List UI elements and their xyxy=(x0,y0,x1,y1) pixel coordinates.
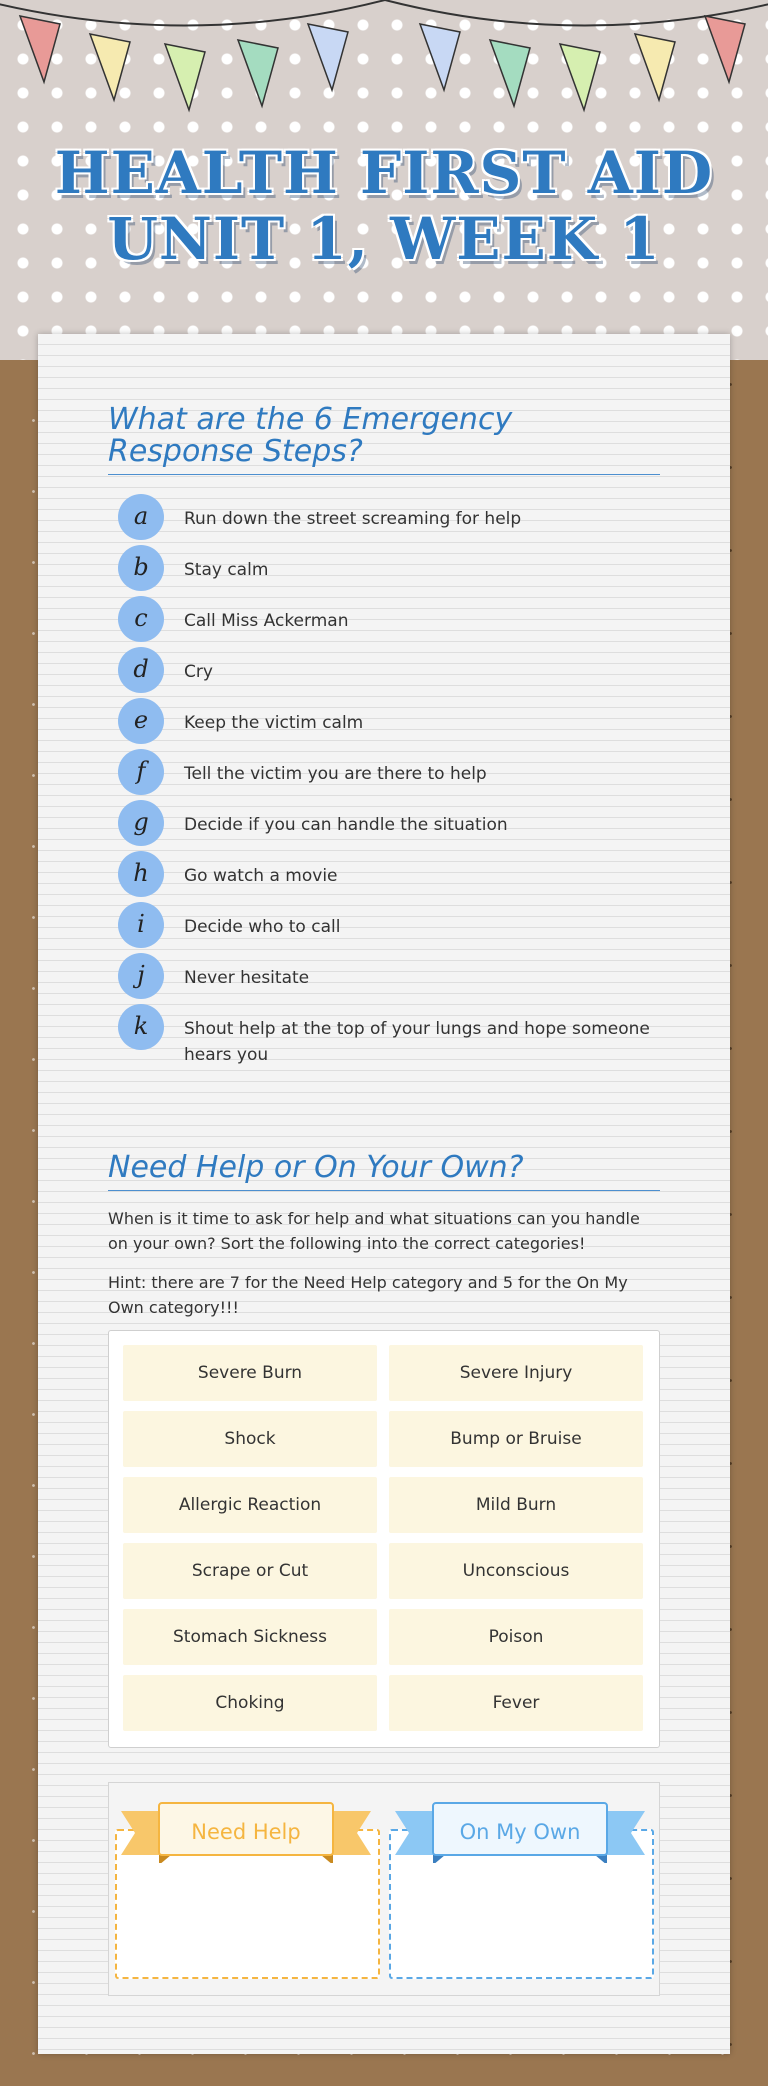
step-item-j[interactable] xyxy=(118,953,658,999)
need-help-label: Need Help xyxy=(191,1820,301,1844)
section-heading-steps: What are the 6 Emergency Response Steps? xyxy=(108,404,660,475)
step-letter-badge: b xyxy=(118,545,164,591)
step-letter-badge: e xyxy=(118,698,164,744)
step-item-i[interactable] xyxy=(118,902,658,948)
step-letter-badge: c xyxy=(118,596,164,642)
drag-card[interactable]: Severe Burn xyxy=(123,1345,377,1401)
drag-card[interactable]: Poison xyxy=(389,1609,643,1665)
page-title xyxy=(0,140,768,272)
sort-instructions: When is it time to ask for help and what situations can you handle on your own? Sort the following into the correct categories! xyxy=(108,1209,640,1253)
worksheet-sheet xyxy=(38,334,730,2054)
step-letter-badge: j xyxy=(118,953,164,999)
bunting-flag xyxy=(635,34,675,100)
step-text: Stay calm xyxy=(184,560,269,580)
category-drop-area xyxy=(108,1782,660,1996)
step-item-e[interactable] xyxy=(118,698,658,744)
bunting-flag xyxy=(420,24,460,90)
on-my-own-label: On My Own xyxy=(459,1820,581,1844)
bunting-decoration xyxy=(0,0,768,120)
section-heading-sort: Need Help or On Your Own? xyxy=(108,1152,660,1191)
step-item-c[interactable] xyxy=(118,596,658,642)
step-text: Decide who to call xyxy=(184,917,341,937)
step-text: Cry xyxy=(184,662,213,682)
drag-card[interactable]: Stomach Sickness xyxy=(123,1609,377,1665)
sort-hint: Hint: there are 7 for the Need Help category and 5 for the On My Own category!!! xyxy=(108,1273,628,1317)
sortable-cards-container xyxy=(108,1330,660,1748)
step-text: Tell the victim you are there to help xyxy=(184,764,487,784)
drag-card[interactable]: Severe Injury xyxy=(389,1345,643,1401)
step-letter-badge: g xyxy=(118,800,164,846)
step-text: Keep the victim calm xyxy=(184,713,364,733)
on-my-own-ribbon xyxy=(395,1793,645,1863)
step-letter-badge: a xyxy=(118,494,164,540)
bunting-flag xyxy=(560,44,600,110)
step-item-a[interactable] xyxy=(118,494,658,540)
step-item-g[interactable] xyxy=(118,800,658,846)
need-help-ribbon xyxy=(121,1793,371,1863)
step-text: Call Miss Ackerman xyxy=(184,611,349,631)
drag-card[interactable]: Scrape or Cut xyxy=(123,1543,377,1599)
drag-card[interactable]: Fever xyxy=(389,1675,643,1731)
title-line-1: HEALTH FIRST AID xyxy=(54,139,714,207)
drag-card[interactable]: Choking xyxy=(123,1675,377,1731)
bunting-flag xyxy=(490,40,530,106)
drag-card[interactable]: Mild Burn xyxy=(389,1477,643,1533)
step-letter-badge: i xyxy=(118,902,164,948)
step-text: Shout help at the top of your lungs and hope someone hears you xyxy=(184,1019,650,1065)
step-letter-badge: k xyxy=(118,1004,164,1050)
bunting-flag xyxy=(90,34,130,100)
drag-card[interactable]: Unconscious xyxy=(389,1543,643,1599)
bunting-flag xyxy=(165,44,205,110)
step-letter-badge: f xyxy=(118,749,164,795)
bunting-flag xyxy=(308,24,348,90)
step-letter-badge: d xyxy=(118,647,164,693)
title-line-2: UNIT 1, WEEK 1 xyxy=(107,205,661,273)
step-item-h[interactable] xyxy=(118,851,658,897)
step-letter-badge: h xyxy=(118,851,164,897)
bunting-flag xyxy=(238,40,278,106)
step-text: Go watch a movie xyxy=(184,866,338,886)
bunting-flag xyxy=(20,16,60,82)
step-item-f[interactable] xyxy=(118,749,658,795)
step-item-d[interactable] xyxy=(118,647,658,693)
drag-card[interactable]: Shock xyxy=(123,1411,377,1467)
step-item-k[interactable] xyxy=(118,1004,658,1064)
step-item-b[interactable] xyxy=(118,545,658,591)
step-text: Run down the street screaming for help xyxy=(184,509,522,529)
bunting-flag xyxy=(705,16,745,82)
step-text: Never hesitate xyxy=(184,968,310,988)
step-text: Decide if you can handle the situation xyxy=(184,815,508,835)
drag-card[interactable]: Allergic Reaction xyxy=(123,1477,377,1533)
drag-card[interactable]: Bump or Bruise xyxy=(389,1411,643,1467)
